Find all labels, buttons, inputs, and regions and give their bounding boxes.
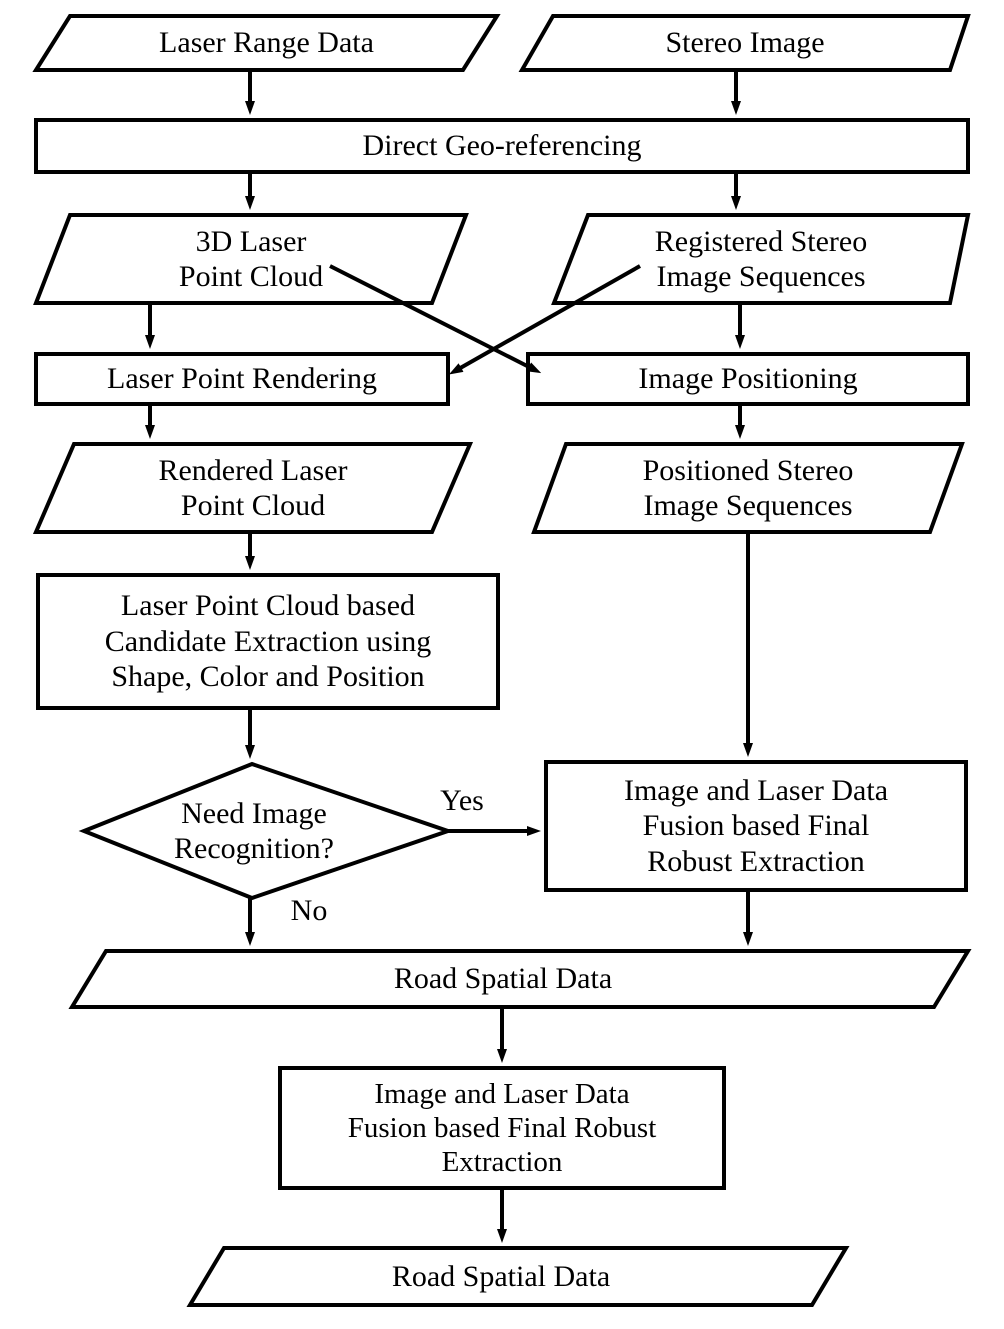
node-fusion-extraction-1 [546,762,966,890]
label-need-image-recognition: Need Image Recognition? [174,796,334,865]
label-registered-stereo-image-sequences: Registered Stereo Image Sequences [654,224,868,293]
edge-label-no: No [290,894,328,927]
node-fusion-extraction-2 [280,1068,724,1188]
node-rendered-laser-point-cloud [36,444,470,532]
label-fusion-extraction-2: Image and Laser Data Fusion based Final Robust Extraction [347,1077,657,1179]
node-need-image-recognition [84,764,448,898]
node-road-spatial-data-1 [72,951,968,1007]
node-positioned-stereo-image-sequences [534,444,962,532]
label-rendered-laser-point-cloud: Rendered Laser Point Cloud [158,453,348,522]
label-candidate-extraction: Laser Point Cloud based Candidate Extraction using Shape, Color and Position [104,589,432,694]
label-laser-point-rendering: Laser Point Rendering [107,362,377,396]
label-positioned-stereo-image-sequences: Positioned Stereo Image Sequences [642,453,854,522]
label-fusion-extraction-1: Image and Laser Data Fusion based Final Robust Extraction [623,773,889,878]
node-laser-point-rendering [36,354,448,404]
label-image-positioning: Image Positioning [638,362,858,396]
node-laser-range-data [36,16,497,70]
node-road-spatial-data-2 [190,1248,846,1305]
node-stereo-image [522,16,968,70]
node-registered-stereo-image-sequences [554,215,968,303]
label-laser-range-data: Laser Range Data [159,26,374,60]
label-stereo-image: Stereo Image [665,26,825,60]
label-3d-laser-point-cloud: 3D Laser Point Cloud [178,224,324,293]
label-road-spatial-data-2: Road Spatial Data [391,1259,611,1293]
label-road-spatial-data-1: Road Spatial Data [393,962,613,996]
node-image-positioning [528,354,968,404]
node-candidate-extraction [38,575,498,708]
edge-label-yes: Yes [440,784,484,817]
node-direct-geo-referencing [36,120,968,172]
node-3d-laser-point-cloud [36,215,466,303]
label-direct-geo-referencing: Direct Geo-referencing [362,129,642,163]
